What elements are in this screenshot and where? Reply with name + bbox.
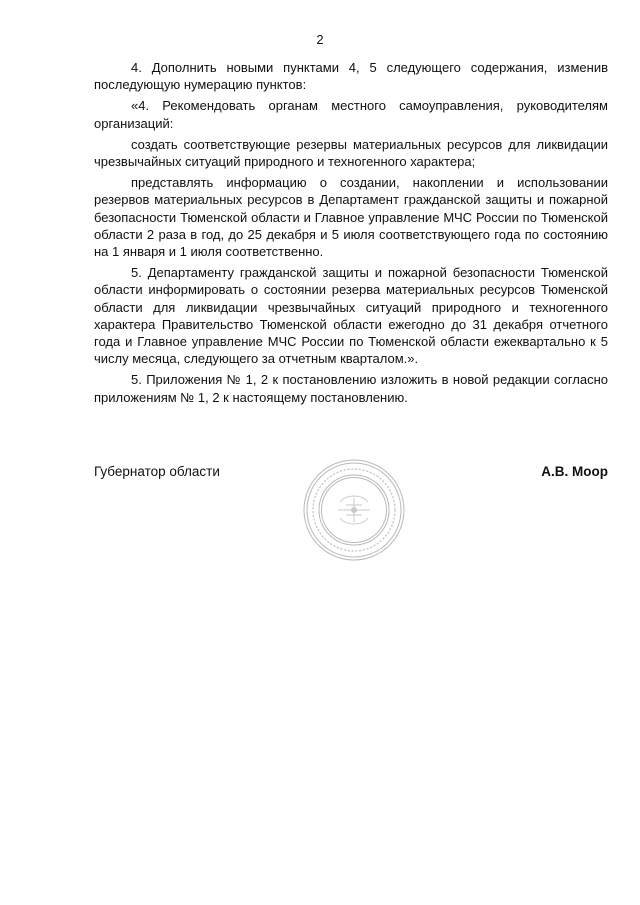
- signer-name: А.В. Моор: [541, 464, 608, 479]
- paragraph-item-5-department: 5. Департаменту гражданской защиты и пожарной безопасности Тюменской области информировать о состоянии резерва материальных ресурсов Тюменской области для ликвидации чрезвычайных ситуаций природного и техногенного характера Правительство Тюменской области ежегодно до 31 декабря отчетного года и Главное управление МЧС России по Тюменской области ежеквартально к 5 числу месяца, следующего за отчетным кварталом.».: [94, 265, 608, 367]
- paragraph-item-4: 4. Дополнить новыми пунктами 4, 5 следующего содержания, изменив последующую нумерацию пунктов:: [94, 60, 608, 93]
- paragraph-create-reserves: создать соответствующие резервы материальных ресурсов для ликвидации чрезвычайных ситуаций природного и техногенного характера;: [94, 136, 608, 170]
- page-number: 2: [316, 32, 324, 47]
- signer-title: Губернатор области: [94, 464, 220, 479]
- paragraph-quoted-item-4: «4. Рекомендовать органам местного самоуправления, руководителям организаций:: [94, 98, 608, 131]
- official-seal-stamp: [302, 458, 406, 562]
- paragraph-report-information: представлять информацию о создании, накоплении и использовании резервов материальных ресурсов в Департамент гражданской защиты и пожарной безопасности Тюменской области и Главное управление МЧС России по Тюменской области 2 раза в год, до 25 декабря и 5 июля соответствующего года по состоянию на 1 января и 1 июля соответственно.: [94, 175, 608, 260]
- paragraph-item-5-appendices: 5. Приложения № 1, 2 к постановлению изложить в новой редакции согласно приложениям № 1, 2 к настоящему постановлению.: [94, 372, 608, 405]
- document-body: [94, 59, 608, 410]
